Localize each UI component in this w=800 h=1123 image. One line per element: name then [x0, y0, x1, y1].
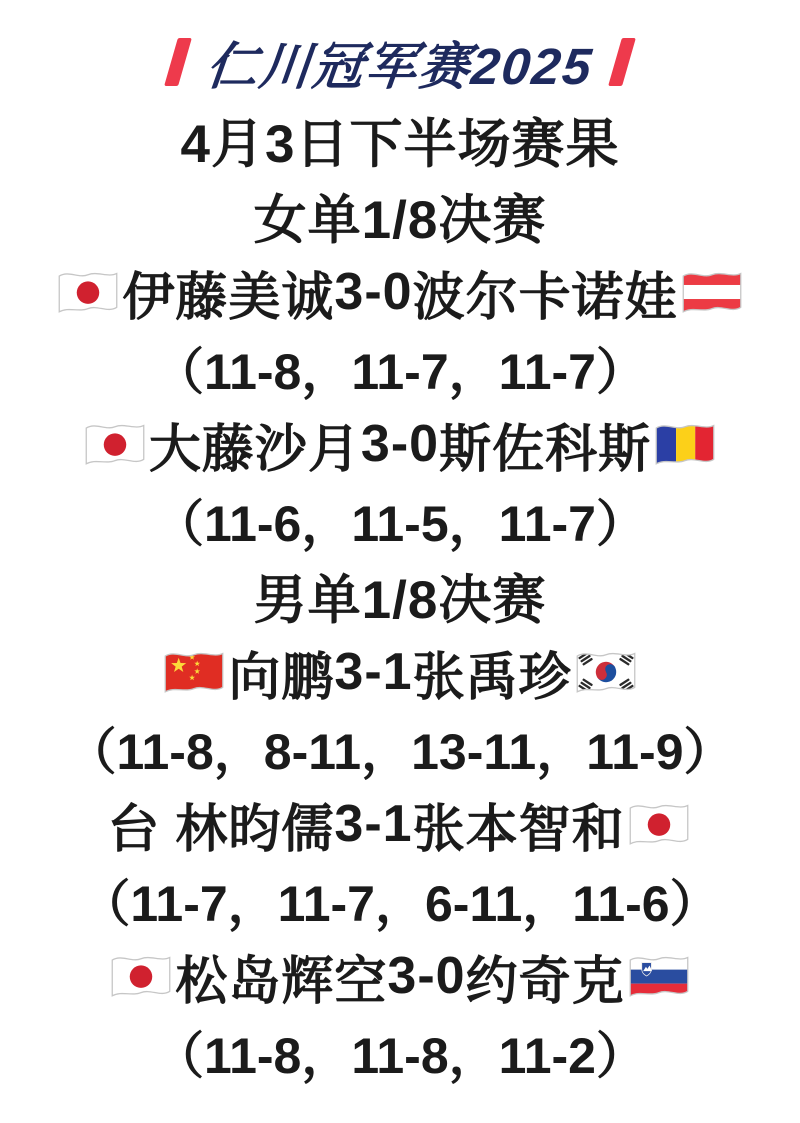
player2-name: 约奇克 — [465, 952, 625, 1011]
match-result-row — [0, 406, 800, 482]
set-scores-row — [0, 1014, 800, 1090]
set-scores: （11-7，11-7，6-11，11-6） — [80, 876, 720, 932]
section-heading: 男单1/8决赛 — [253, 571, 547, 630]
slovenia-flag-icon — [628, 953, 690, 999]
set-scores-row — [0, 862, 800, 938]
match-score: 3-1 — [334, 795, 413, 853]
set-scores: （11-8，11-8，11-2） — [154, 1028, 646, 1084]
set-scores: （11-6，11-5，11-7） — [154, 496, 646, 552]
china-flag-icon — [163, 649, 225, 695]
match-score: 3-0 — [387, 947, 466, 1005]
section-heading-row — [0, 102, 800, 178]
player1-name: 伊藤美诚 — [122, 268, 335, 327]
red-slant-bar-icon — [164, 38, 192, 86]
match-result-row — [0, 938, 800, 1014]
player1-name: 大藤沙月 — [148, 420, 361, 479]
player1-name: 松岛辉空 — [175, 952, 388, 1011]
romania-flag-icon — [654, 421, 716, 467]
player2-name: 张禹珍 — [412, 648, 572, 707]
set-scores: （11-8，11-7，11-7） — [154, 344, 646, 400]
poster-title-row — [171, 22, 629, 102]
player2-name: 张本智和 — [412, 800, 625, 859]
set-scores-row — [0, 482, 800, 558]
section-heading-row — [0, 558, 800, 634]
section-heading-row — [0, 178, 800, 254]
set-scores-row — [0, 710, 800, 786]
austria-flag-icon — [681, 269, 743, 315]
section-heading: 4月3日下半场赛果 — [180, 115, 620, 174]
match-score: 3-1 — [334, 643, 413, 701]
match-result-row — [0, 786, 800, 862]
match-score: 3-0 — [360, 415, 440, 473]
section-heading: 女单1/8决赛 — [253, 191, 547, 250]
match-result-row — [0, 634, 800, 710]
match-result-row — [0, 254, 800, 330]
south-korea-flag-icon — [575, 649, 637, 695]
team-label-taiwan: 台 — [107, 800, 160, 859]
player1-name: 林昀儒 — [175, 800, 335, 859]
set-scores-row — [0, 330, 800, 406]
japan-flag-icon — [628, 801, 690, 847]
japan-flag-icon — [110, 953, 172, 999]
poster-title: 仁川冠军赛2025 — [203, 38, 596, 95]
player2-name: 波尔卡诺娃 — [412, 268, 678, 327]
japan-flag-icon — [84, 421, 146, 467]
match-score: 3-0 — [334, 263, 413, 321]
japan-flag-icon — [57, 269, 119, 315]
player1-name: 向鹏 — [228, 648, 335, 707]
player2-name: 斯佐科斯 — [439, 420, 652, 479]
red-slant-bar-icon — [608, 38, 636, 86]
results-list — [0, 102, 800, 1090]
set-scores: （11-8，8-11，13-11，11-9） — [66, 724, 734, 780]
